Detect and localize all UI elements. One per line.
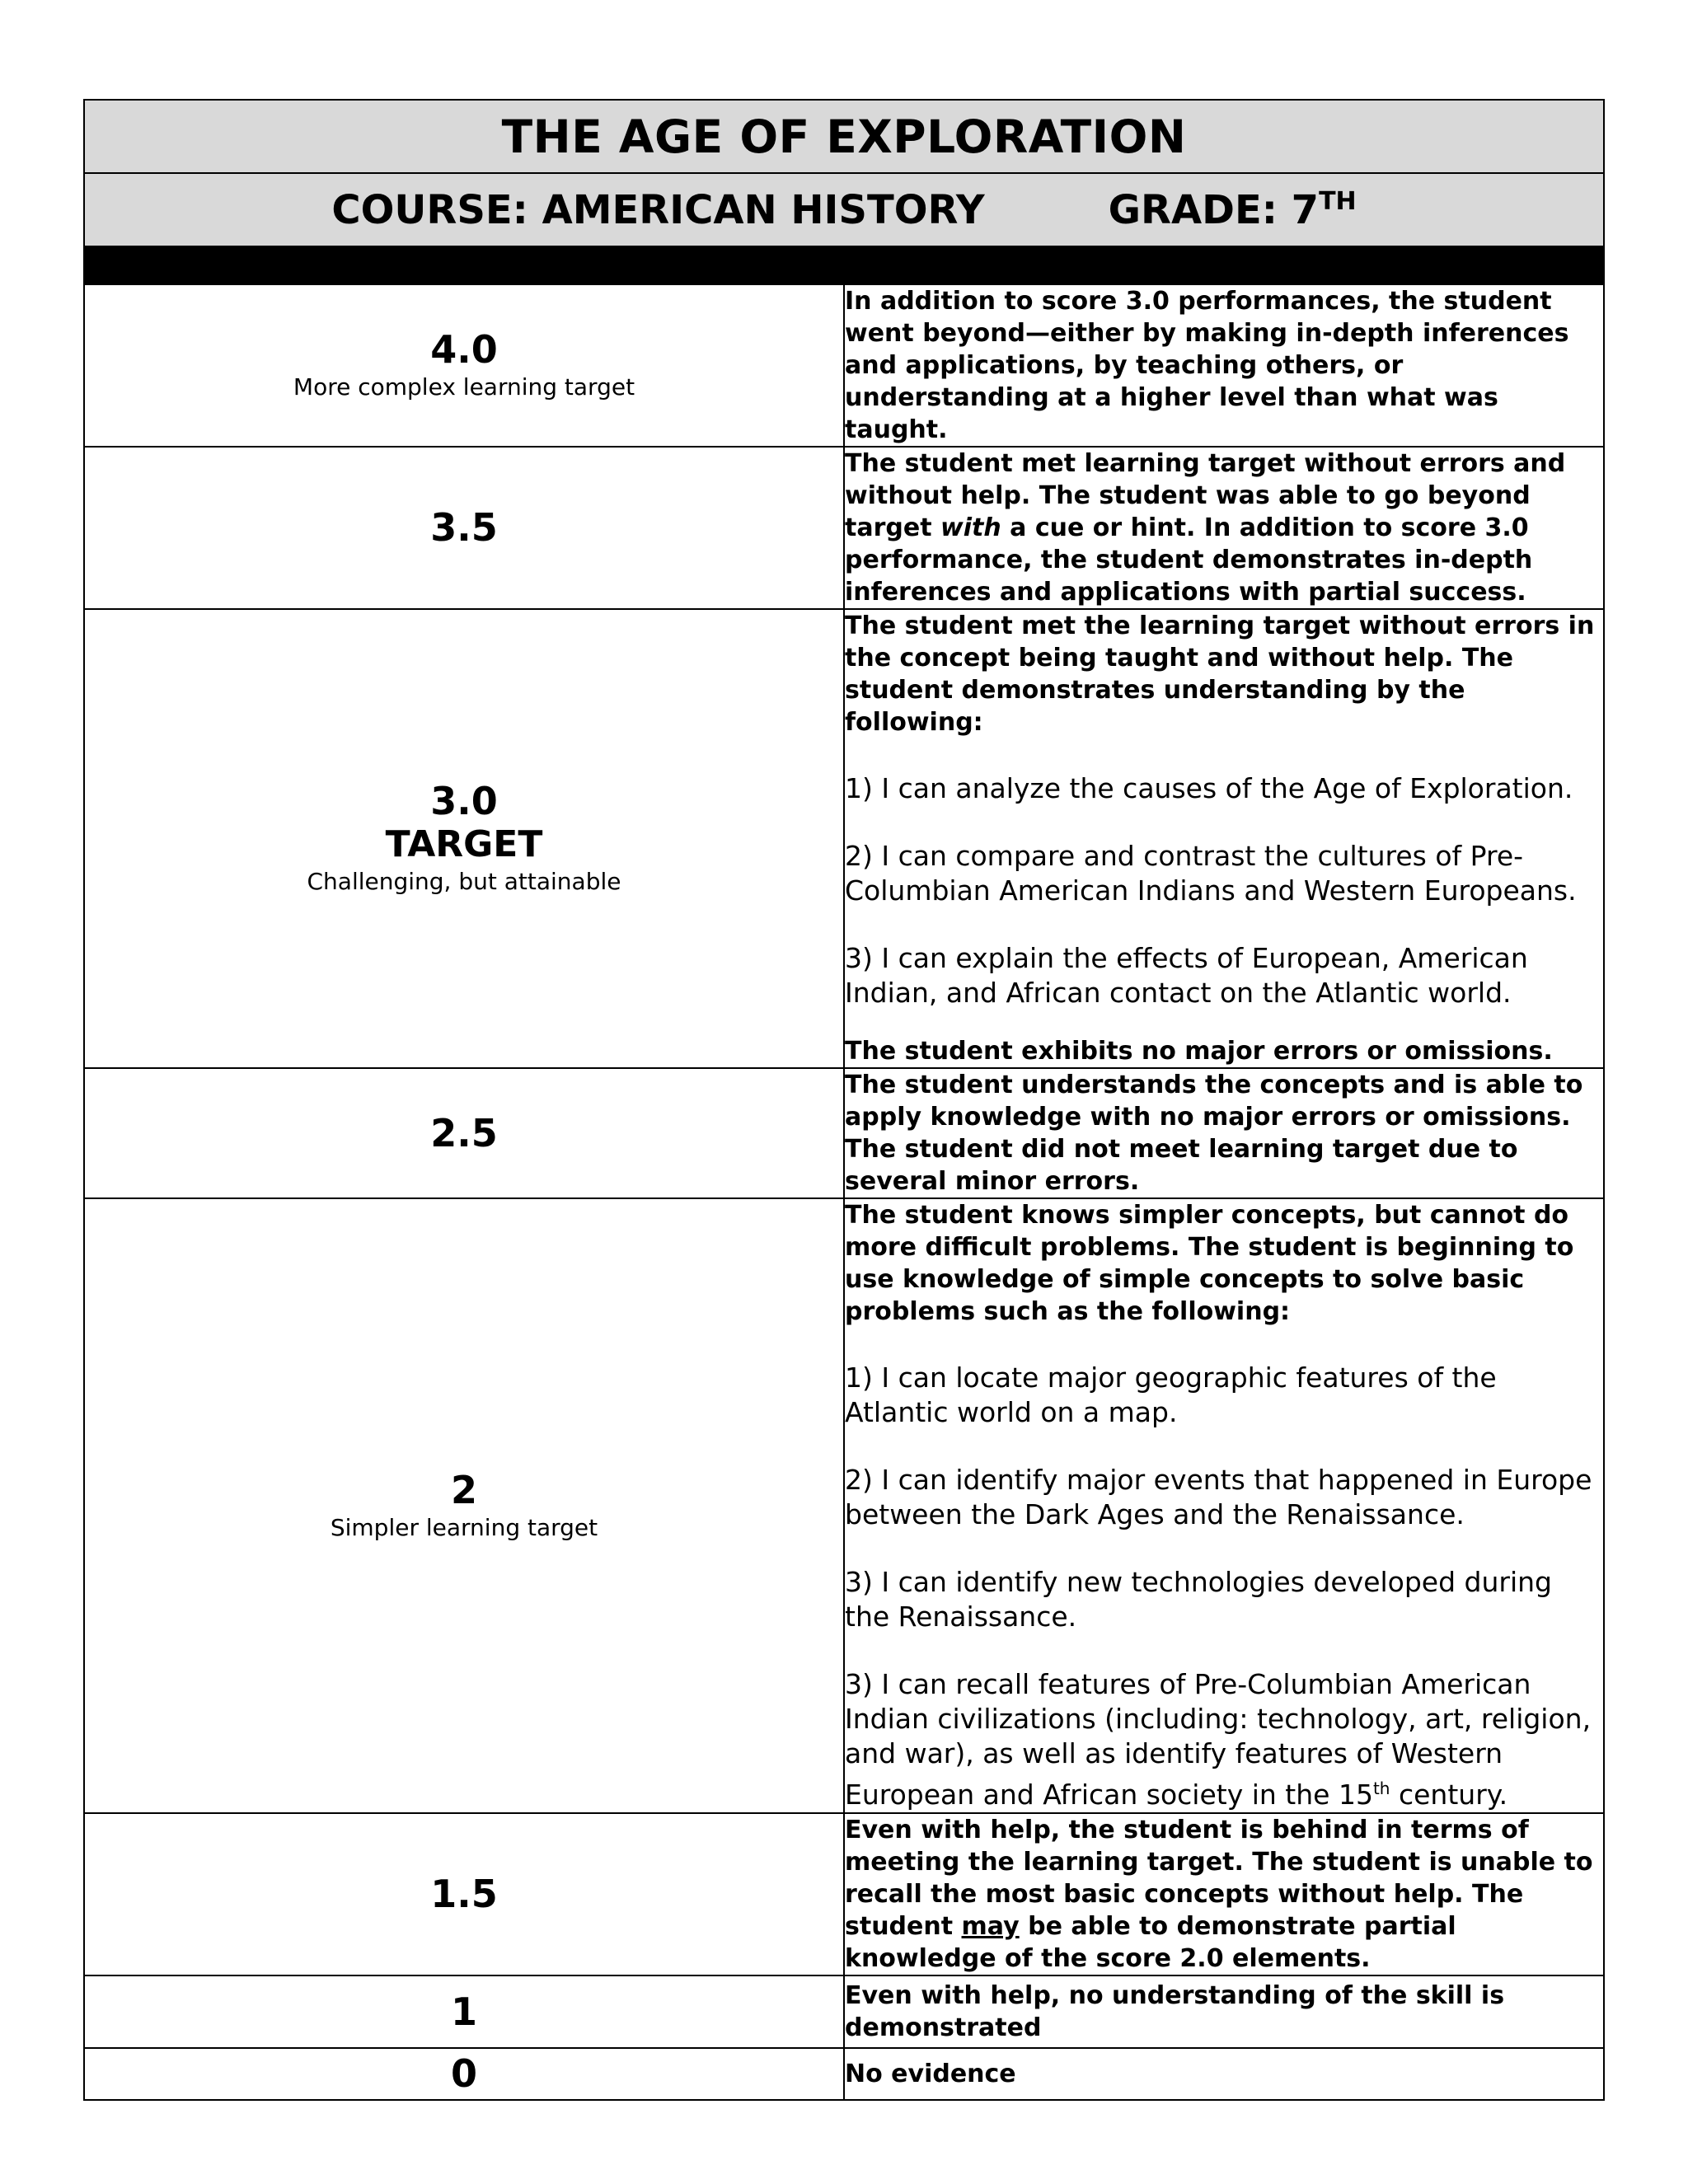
description-cell bbox=[844, 284, 1604, 447]
description-text: The student met learning target without errors and without help. The student was able to go beyond target with a cue or hint. In addition to score 3.0 performance, the student demonstrates in-depth inferences and applications with partial success. bbox=[845, 449, 1566, 607]
target-item-3: 3) I can explain the effects of European, American Indian, and African contact on the Atlantic world. bbox=[845, 942, 1528, 1009]
score-subtitle: Challenging, but attainable bbox=[307, 868, 621, 896]
rubric-row-3-0 bbox=[84, 609, 1604, 1068]
grade-superscript: TH bbox=[1319, 186, 1357, 216]
rubric-row-0 bbox=[84, 2048, 1604, 2100]
score-value: 3.5 bbox=[430, 505, 498, 551]
score-subtitle: Simpler learning target bbox=[330, 1513, 598, 1541]
divider-bar bbox=[84, 246, 1604, 284]
score-cell bbox=[84, 284, 844, 447]
score-cell bbox=[84, 1198, 844, 1813]
description-text: Even with help, the student is behind in terms of meeting the learning target. The student is unable to recall the most basic concepts without help. The student may be able to demonstrate partial knowledge of the score 2.0 elements. bbox=[845, 1816, 1593, 1973]
superscript-th: th bbox=[1372, 1779, 1390, 1798]
score-cell bbox=[84, 1975, 844, 2048]
basic-item-3: 3) I can identify new technologies developed during the Renaissance. bbox=[845, 1566, 1552, 1633]
target-item-2: 2) I can compare and contrast the cultures of Pre-Columbian American Indians and Western Europeans. bbox=[845, 840, 1577, 907]
description-cell bbox=[844, 447, 1604, 609]
score-cell bbox=[84, 447, 844, 609]
description-text: Even with help, no understanding of the skill is demonstrated bbox=[845, 1981, 1505, 2042]
description-cell bbox=[844, 1198, 1604, 1813]
description-cell bbox=[844, 2048, 1604, 2100]
rubric-table bbox=[83, 99, 1605, 2101]
description-cell bbox=[844, 1975, 1604, 2048]
target-item-1: 1) I can analyze the causes of the Age of Exploration. bbox=[845, 772, 1573, 804]
rubric-row-4-0 bbox=[84, 284, 1604, 447]
grade-label: GRADE: 7TH bbox=[1108, 186, 1357, 233]
score-cell bbox=[84, 1068, 844, 1198]
rubric-row-1-5 bbox=[84, 1813, 1604, 1975]
score-value: 1 bbox=[450, 1989, 477, 2034]
score-value: 4.0 bbox=[430, 327, 498, 373]
basic-item-4: 3) I can recall features of Pre-Columbian American Indian civilizations (including: technology, art, religion, and war), as well as identify features of Western European and African society in the 15th century. bbox=[845, 1668, 1592, 1811]
description-closing: The student exhibits no major errors or omissions. bbox=[845, 1037, 1553, 1066]
score-cell bbox=[84, 609, 844, 1068]
description-intro: The student met the learning target without errors in the concept being taught and without help. The student demonstrates understanding by the following: bbox=[845, 612, 1595, 737]
score-value: 1.5 bbox=[430, 1872, 498, 1917]
course-label: COURSE: AMERICAN HISTORY bbox=[331, 186, 985, 233]
underlined-may: may bbox=[961, 1912, 1020, 1941]
rubric-row-1 bbox=[84, 1975, 1604, 2048]
page-title: THE AGE OF EXPLORATION bbox=[84, 100, 1604, 173]
rubric-row-3-5 bbox=[84, 447, 1604, 609]
description-cell bbox=[844, 609, 1604, 1068]
rubric-row-2 bbox=[84, 1198, 1604, 1813]
description-text: No evidence bbox=[845, 2060, 1016, 2088]
course-grade-header bbox=[84, 173, 1604, 246]
score-cell bbox=[84, 2048, 844, 2100]
score-value: 3.0 bbox=[430, 778, 498, 823]
score-value: 2.5 bbox=[430, 1110, 498, 1155]
score-cell bbox=[84, 1813, 844, 1975]
course-row bbox=[84, 173, 1604, 246]
description-cell bbox=[844, 1068, 1604, 1198]
title-row bbox=[84, 100, 1604, 173]
score-value: 2 bbox=[450, 1467, 477, 1512]
basic-item-1: 1) I can locate major geographic features of the Atlantic world on a map. bbox=[845, 1361, 1497, 1428]
description-text: In addition to score 3.0 performances, the student went beyond—either by making in-depth inferences and applications, by teaching others, or understanding at a higher level than what was taught. bbox=[845, 287, 1569, 444]
emphasis-with: with bbox=[940, 513, 1001, 542]
score-value: 0 bbox=[450, 2051, 477, 2097]
basic-item-2: 2) I can identify major events that happened in Europe between the Dark Ages and the Renaissance. bbox=[845, 1464, 1592, 1530]
description-cell bbox=[844, 1813, 1604, 1975]
description-text: The student understands the concepts and is able to apply knowledge with no major errors or omissions. The student did not meet learning target due to several minor errors. bbox=[845, 1071, 1583, 1196]
score-subtitle: More complex learning target bbox=[293, 373, 635, 401]
target-label: TARGET bbox=[385, 823, 543, 865]
description-intro: The student knows simpler concepts, but cannot do more difficult problems. The student is beginning to use knowledge of simple concepts to solve basic problems such as the following: bbox=[845, 1201, 1574, 1326]
rubric-row-2-5 bbox=[84, 1068, 1604, 1198]
